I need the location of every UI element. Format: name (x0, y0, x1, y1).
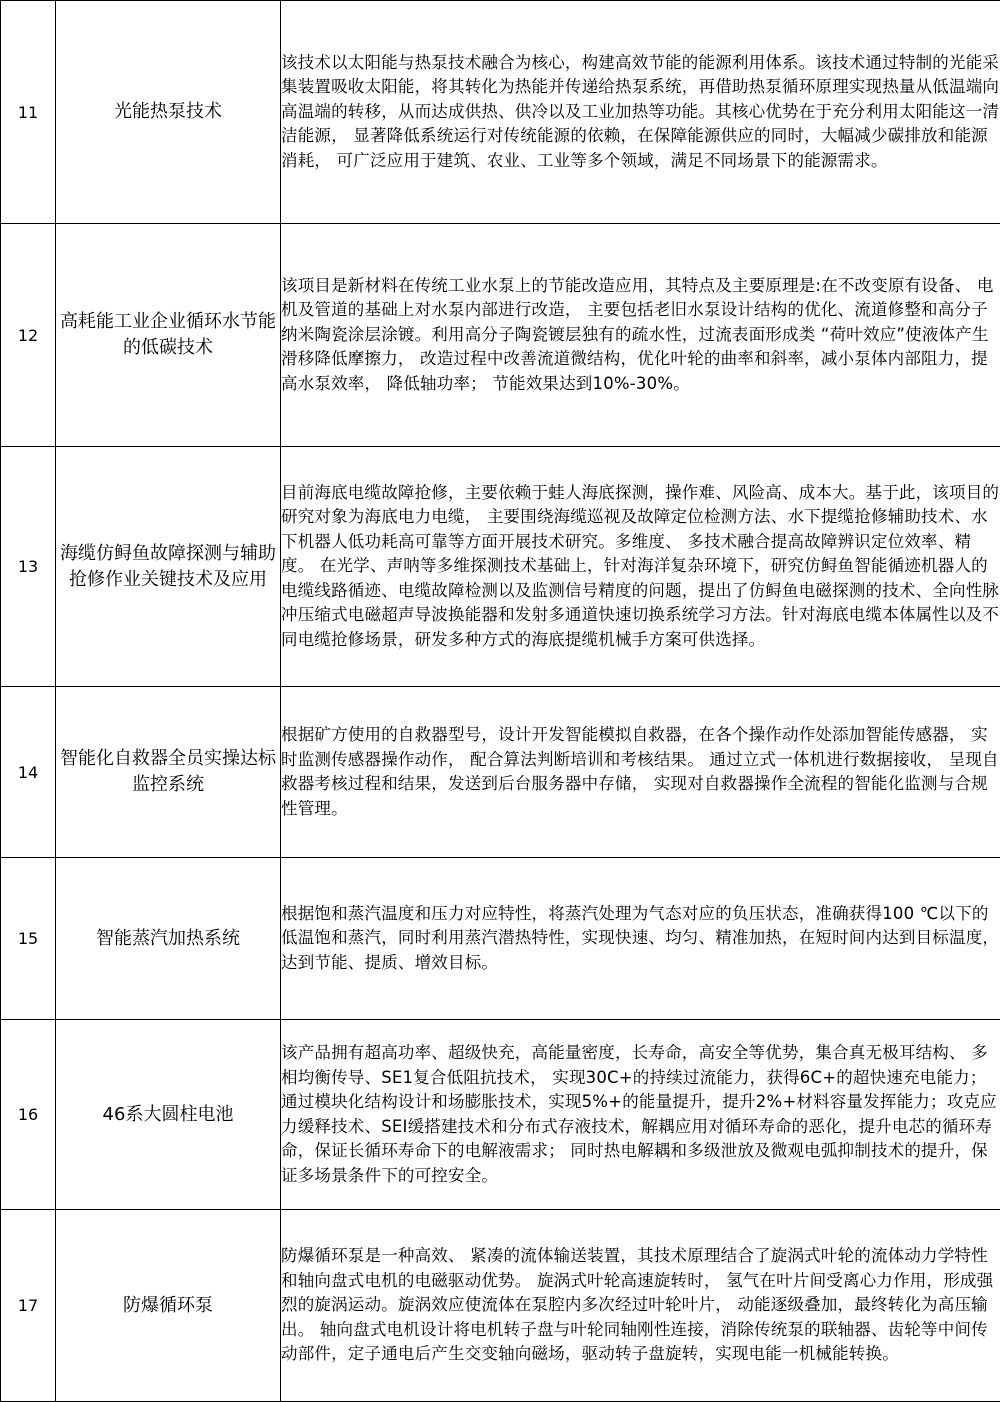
technology-name: 海缆仿鲟鱼故障探测与辅助抢修作业关键技术及应用 (56, 447, 281, 687)
row-number: 14 (1, 687, 56, 858)
row-number: 12 (1, 224, 56, 447)
row-number: 11 (1, 1, 56, 224)
technology-description: 防爆循环泵是一种高效、 紧凑的流体输送装置，其技术原理结合了旋涡式叶轮的流体动力学特性和轴向盘式电机的电磁驱动优势。 旋涡式叶轮高速旋转时， 氢气在叶片间受离心力作用，形成强烈的旋涡运动。旋涡效应使流体在泵腔内多次经过叶轮叶片， 动能逐级叠加，最终转化为高压输出。 轴向盘式电机设计将电机转子盘与叶轮同轴刚性连接，消除传统泵的联轴器、齿轮等中间传动部件，定子通电后产生交变轴向磁场，驱动转子盘旋转，实现电能一机械能转换。 (281, 1210, 1000, 1402)
technology-name: 46系大圆柱电池 (56, 1020, 281, 1210)
table-row (1, 687, 1000, 858)
technology-name: 光能热泵技术 (56, 1, 281, 224)
technology-name: 智能化自救器全员实操达标监控系统 (56, 687, 281, 858)
technology-description: 根据饱和蒸汽温度和压力对应特性，将蒸汽处理为气态对应的负压状态，准确获得100 ℃以下的低温饱和蒸汽，同时利用蒸汽潜热特性，实现快速、均匀、精准加热，在短时间内达到目标温度，达到节能、提质、增效目标。 (281, 858, 1000, 1020)
technology-name: 防爆循环泵 (56, 1210, 281, 1402)
technology-description: 该技术以太阳能与热泵技术融合为核心，构建高效节能的能源利用体系。该技术通过特制的光能采集装置吸收太阳能，将其转化为热能并传递给热泵系统，再借助热泵循环原理实现热量从低温端向高温端的转移，从而达成供热、供冷以及工业加热等功能。其核心优势在于充分利用太阳能这一清洁能源， 显著降低系统运行对传统能源的依赖，在保障能源供应的同时，大幅减少碳排放和能源消耗， 可广泛应用于建筑、农业、工业等多个领域，满足不同场景下的能源需求。 (281, 1, 1000, 224)
table-row (1, 224, 1000, 447)
table-row (1, 447, 1000, 687)
technology-description: 根据矿方使用的自救器型号，设计开发智能模拟自救器，在各个操作动作处添加智能传感器， 实时监测传感器操作动作， 配合算法判断培训和考核结果。 通过立式一体机进行数据接收， 呈现自救器考核过程和结果，发送到后台服务器中存储， 实现对自救器操作全流程的智能化监测与合规性管理。 (281, 687, 1000, 858)
technology-description: 该项目是新材料在传统工业水泵上的节能改造应用，其特点及主要原理是:在不改变原有设备、 电机及管道的基础上对水泵内部进行改造， 主要包括老旧水泵设计结构的优化、流道修整和高分子纳米陶瓷涂层涂镀。利用高分子陶瓷镀层独有的疏水性，过流表面形成类 “荷叶效应”使液体产生滑移降低摩擦力， 改造过程中改善流道微结构，优化叶轮的曲率和斜率，减小泵体内部阻力，提高水泵效率， 降低轴功率； 节能效果达到10%-30%。 (281, 224, 1000, 447)
technology-name: 智能蒸汽加热系统 (56, 858, 281, 1020)
technology-description: 该产品拥有超高功率、超级快充，高能量密度，长寿命，高安全等优势，集合真无极耳结构、 多相均衡传导、SE1复合低阻抗技术， 实现30C+的持续过流能力，获得6C+的超快速充电能力；通过模块化结构设计和场膨胀技术，实现5%+的能量提升，提升2%+材料容量发挥能力；攻克应力缓释技术、SEI缓搭建技术和分布式存液技术，解耦应用对循环寿命的恶化，提升电芯的循环寿命，保证长循环寿命下的电解液需求； 同时热电解耦和多级泄放及微观电弧抑制技术的提升，保证多场景条件下的可控安全。 (281, 1020, 1000, 1210)
row-number: 13 (1, 447, 56, 687)
table-row (1, 1210, 1000, 1402)
table-row (1, 1, 1000, 224)
row-number: 17 (1, 1210, 56, 1402)
row-number: 15 (1, 858, 56, 1020)
table-row (1, 858, 1000, 1020)
technology-name: 高耗能工业企业循环水节能的低碳技术 (56, 224, 281, 447)
table-row (1, 1020, 1000, 1210)
row-number: 16 (1, 1020, 56, 1210)
technology-description: 目前海底电缆故障抢修，主要依赖于蛙人海底探测，操作难、风险高、成本大。基于此，该项目的研究对象为海底电力电缆， 主要围绕海缆巡视及故障定位检测方法、水下提缆抢修辅助技术、水下机器人低功耗高可靠等方面开展技术研究。多维度、 多技术融合提高故障辨识定位效率、精度。 在光学、声呐等多维探测技术基础上，针对海洋复杂环境下，研究仿鲟鱼智能循迹机器人的电缆线路循迹、电缆故障检测以及监测信号精度的问题，提出了仿鲟鱼电磁探测的技术、全向性脉冲压缩式电磁超声导波换能器和发射多通道快速切换系统学习方法。针对海底电缆本体属性以及不同电缆抢修场景，研发多种方式的海底提缆机械手方案可供选择。 (281, 447, 1000, 687)
